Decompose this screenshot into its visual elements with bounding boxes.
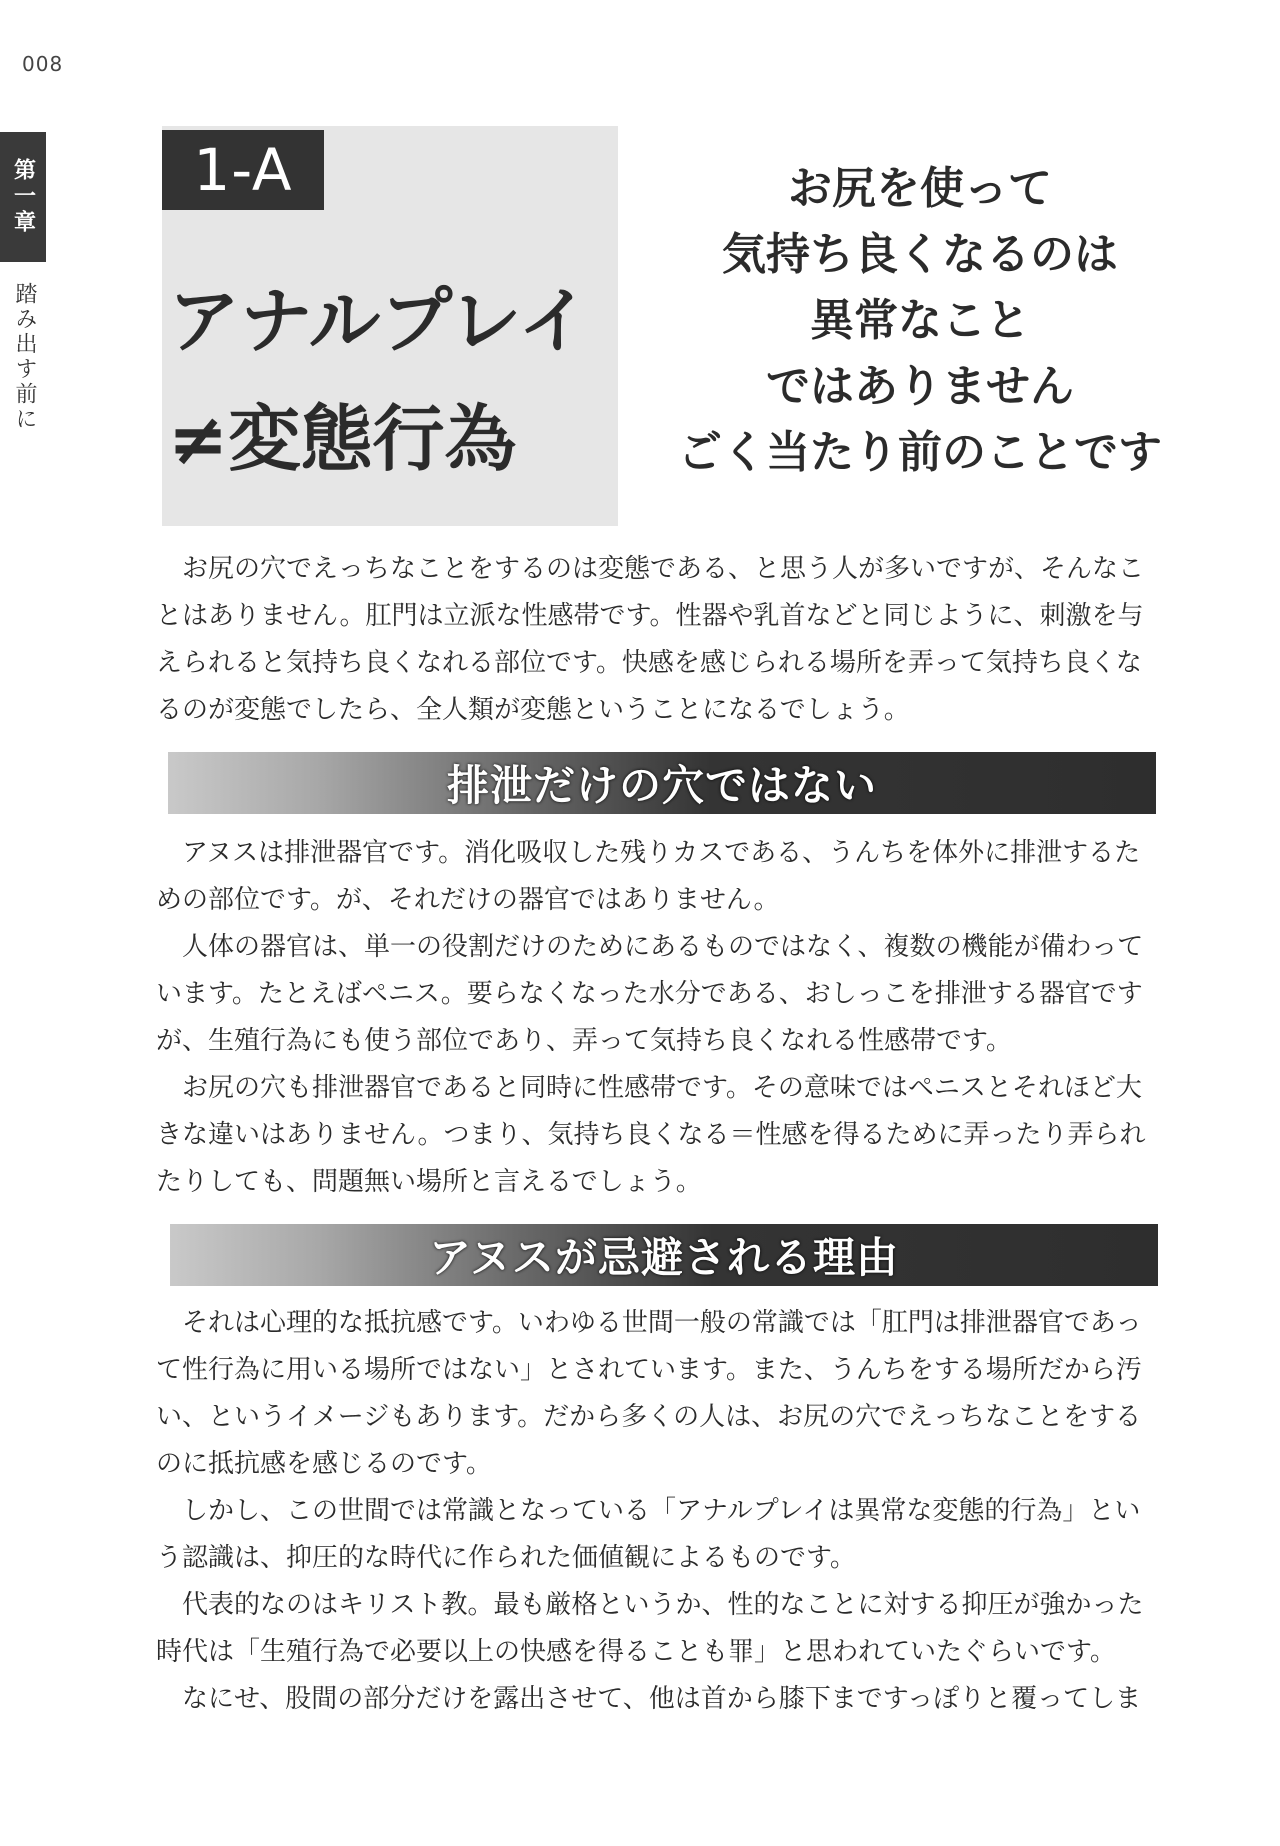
section1-paragraph: お尻の穴も排泄器官であると同時に性感帯です。その意味ではペニスとそれほど大きな違いはありません。つまり、気持ち良くなる＝性感を得るために弄ったり弄られたりしても、問題無い場所と言えるでしょう。: [156, 1073, 1146, 1197]
catchphrase-line: お尻を使って: [788, 163, 1052, 214]
section1-paragraph: 人体の器官は、単一の役割だけのためにあるものではなく、複数の機能が備わっています。たとえばペニス。要らなくなった水分である、おしっこを排泄する器官ですが、生殖行為にも使う部位であり、弄って気持ち良くなれる性感帯です。: [156, 932, 1144, 1056]
hero-title-line: アナルプレイ: [168, 279, 590, 363]
chapter-tab-label: 第一章: [10, 158, 36, 236]
section1-text: [156, 830, 1156, 1206]
hero-title-line: ≠変態行為: [168, 397, 517, 481]
catchphrase-line: 異常なこと: [810, 295, 1030, 346]
section-heading-avoidance: [170, 1224, 1158, 1286]
catchphrase: [640, 156, 1200, 486]
section1-paragraph: アヌスは排泄器官です。消化吸収した残りカスである、うんちを体外に排泄するための部位です。が、それだけの器官ではありません。: [156, 838, 1141, 915]
chapter-tab: [0, 132, 46, 262]
catchphrase-line: ごく当たり前のことです: [678, 427, 1162, 478]
section-heading-label: 排泄だけの穴ではない: [446, 761, 877, 810]
section2-paragraph: しかし、この世間では常識となっている「アナルプレイは異常な変態的行為」という認識は、抑圧的な時代に作られた価値観によるものです。: [156, 1496, 1141, 1573]
section2-text: [156, 1300, 1156, 1723]
catchphrase-line: ではありません: [766, 361, 1074, 412]
section-heading-excretion: [168, 752, 1156, 814]
section2-paragraph: 代表的なのはキリスト教。最も厳格というか、性的なことに対する抑圧が強かった時代は「生殖行為で必要以上の快感を得ることも罪」と思われていたぐらいです。: [156, 1590, 1144, 1667]
intro-text: [156, 546, 1156, 734]
section-heading-label: アヌスが忌避される理由: [428, 1233, 900, 1282]
hero-title: [168, 262, 608, 498]
page-number: 008: [22, 52, 64, 76]
catchphrase-line: 気持ち良くなるのは: [722, 229, 1118, 280]
section2-paragraph: なにせ、股間の部分だけを露出させて、他は首から膝下まですっぽりと覆ってしま: [182, 1684, 1142, 1714]
section-id-badge: 1-A: [162, 130, 324, 210]
section2-paragraph: それは心理的な抵抗感です。いわゆる世間一般の常識では「肛門は排泄器官であって性行為に用いる場所ではない」とされています。また、うんちをする場所だから汚い、というイメージもあります。だから多くの人は、お尻の穴でえっちなことをするのに抵抗感を感じるのです。: [156, 1308, 1142, 1479]
intro-paragraph: お尻の穴でえっちなことをするのは変態である、と思う人が多いですが、そんなことはありません。肛門は立派な性感帯です。性器や乳首などと同じように、刺激を与えられると気持ち良くなれる部位です。快感を感じられる場所を弄って気持ち良くなるのが変態でしたら、全人類が変態ということになるでしょう。: [156, 554, 1145, 725]
chapter-title: 踏み出す前に: [12, 282, 37, 432]
